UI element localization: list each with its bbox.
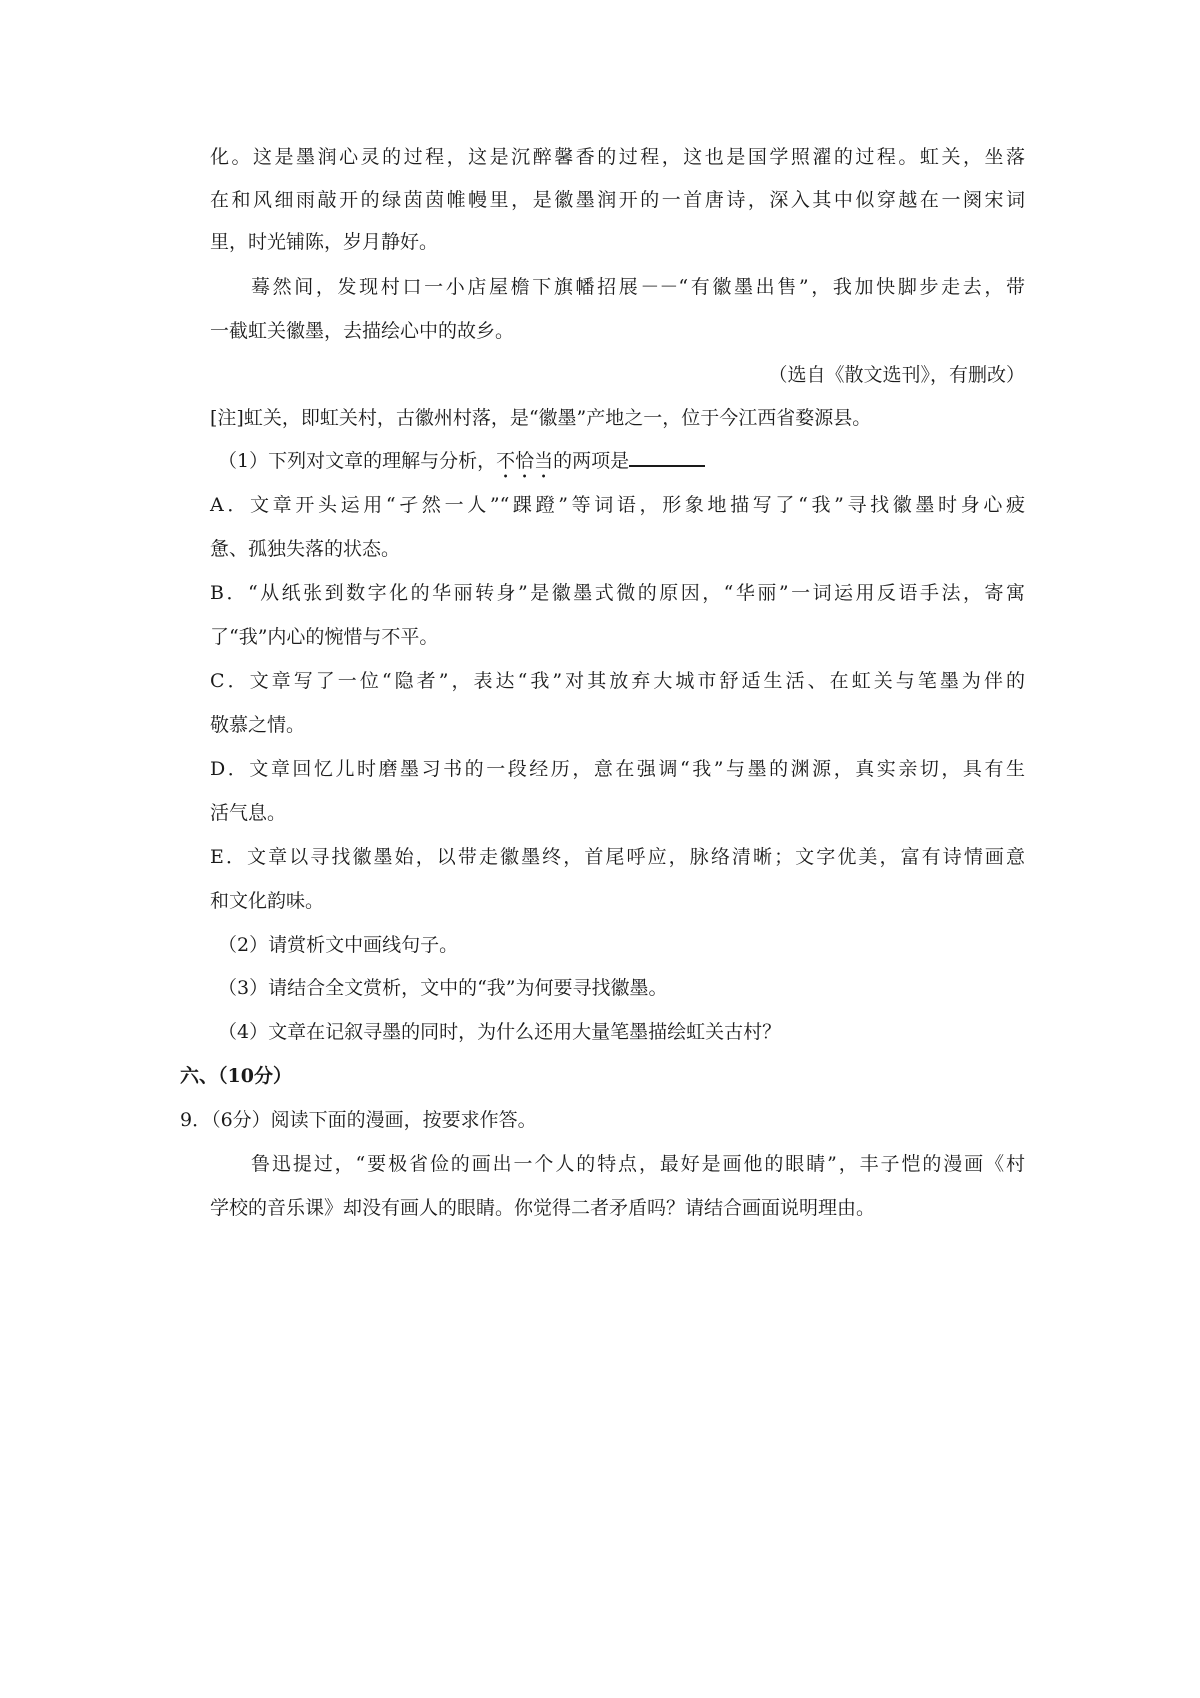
- question-9-title: 9．（6分）阅读下面的漫画，按要求作答。: [180, 1109, 537, 1131]
- passage-line: 一截虹关徽墨，去描绘心中的故乡。: [210, 320, 515, 342]
- option-e-line: E．文章以寻找徽墨始，以带走徽墨终，首尾呼应，脉络清晰；文字优美，富有诗情画意: [210, 846, 1025, 868]
- question-2: （2）请赏析文中画线句子。: [218, 934, 459, 956]
- option-c-line: 敬慕之情。: [210, 714, 306, 736]
- question-1: [218, 445, 705, 483]
- option-b-line: 了“我”内心的惋惜与不平。: [210, 626, 439, 648]
- option-b-line: B．“从纸张到数字化的华丽转身”是徽墨式微的原因，“华丽”一词运用反语手法，寄寓: [210, 582, 1025, 604]
- question-1-prefix: （1）下列对文章的理解与分析，: [218, 450, 497, 472]
- section-heading: 六、（10分）: [180, 1065, 292, 1087]
- source-citation: （选自《散文选刊》，有删改）: [768, 364, 1025, 386]
- question-1-suffix: 的两项是: [553, 450, 630, 472]
- question-9-line: 鲁迅提过，“要极省俭的画出一个人的特点，最好是画他的眼睛”，丰子恺的漫画《村: [251, 1153, 1025, 1175]
- option-a-line: A．文章开头运用“孑然一人”“踝蹬”等词语，形象地描写了“我”寻找徽墨时身心疲: [210, 494, 1025, 516]
- passage-line: 蓦然间，发现村口一小店屋檐下旗幡招展－－“有徽墨出售”，我加快脚步走去，带: [251, 276, 1025, 298]
- option-a-line: 惫、孤独失落的状态。: [210, 538, 401, 560]
- passage-line: 在和风细雨敲开的绿茵茵帷幔里，是徽墨润开的一首唐诗，深入其中似穿越在一阕宋词: [210, 189, 1025, 211]
- footnote: [注]虹关，即虹关村，古徽州村落，是“徽墨”产地之一，位于今江西省婺源县。: [210, 407, 872, 429]
- option-e-line: 和文化韵味。: [210, 890, 325, 912]
- passage-line: 里，时光铺陈，岁月静好。: [210, 231, 439, 253]
- question-9-line: 学校的音乐课》却没有画人的眼睛。你觉得二者矛盾吗？请结合画面说明理由。: [210, 1197, 876, 1219]
- answer-blank: [629, 445, 705, 467]
- option-c-line: C．文章写了一位“隐者”，表达“我”对其放弃大城市舒适生活、在虹关与笔墨为伴的: [210, 670, 1025, 692]
- option-d-line: D．文章回忆儿时磨墨习书的一段经历，意在强调“我”与墨的渊源，真实亲切，具有生: [210, 758, 1025, 780]
- question-3: （3）请结合全文赏析，文中的“我”为何要寻找徽墨。: [218, 977, 668, 999]
- passage-line: 化。这是墨润心灵的过程，这是沉醉馨香的过程，这也是国学照濯的过程。虹关，坐落: [210, 146, 1025, 168]
- question-4: （4）文章在记叙寻墨的同时，为什么还用大量笔墨描绘虹关古村？: [218, 1021, 782, 1043]
- question-1-emphasis: 不恰当: [496, 450, 554, 472]
- option-d-line: 活气息。: [210, 802, 287, 824]
